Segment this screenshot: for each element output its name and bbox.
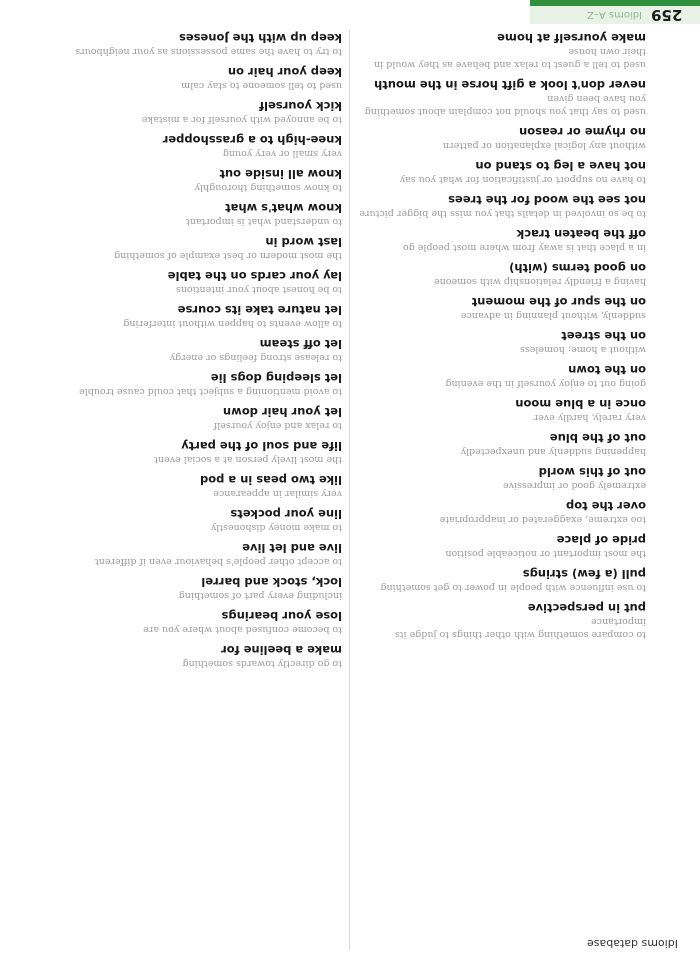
idiom-headword: not have a leg to stand on <box>475 159 646 173</box>
idiom-definition: to use influence with people in power to get something <box>380 582 646 593</box>
idiom-definition: very similar in appearance <box>213 488 342 499</box>
idiom-definition: to allow events to happen without interfering <box>123 318 342 329</box>
idiom-entry <box>356 260 646 288</box>
idiom-definition: used to tell someone to stay calm <box>181 80 342 91</box>
idiom-entry <box>356 396 646 424</box>
idiom-definition: to go directly towards something <box>182 658 342 669</box>
idiom-headword: lay your cards on the table <box>167 269 342 283</box>
right-column <box>52 30 342 676</box>
idiom-definition: the most important or noticeable position <box>445 548 646 559</box>
idiom-definition: in a place that is away from where most people go <box>402 242 646 253</box>
idiom-entry <box>52 608 342 636</box>
idiom-headword: keep up with the Joneses <box>179 31 342 45</box>
idiom-entry <box>52 574 342 602</box>
left-column <box>356 30 646 647</box>
idiom-headword: life and soul of the party <box>181 439 342 453</box>
idiom-headword: never don't look a gift horse in the mouth <box>374 78 646 92</box>
idiom-headword: line your pockets <box>230 507 342 521</box>
idiom-headword: on the spur of the moment <box>471 295 646 309</box>
idiom-entry <box>356 600 646 641</box>
idiom-entry <box>52 132 342 160</box>
idiom-entry <box>52 472 342 500</box>
idiom-definition: to compare something with other things to judge its importance <box>394 616 646 640</box>
idiom-entry <box>356 498 646 526</box>
idiom-headword: out of this world <box>538 465 646 479</box>
idiom-definition: having a friendly relationship with someone <box>434 276 646 287</box>
idiom-definition: the most lively person at a social event <box>154 454 342 465</box>
idiom-headword: make a beeline for <box>221 643 342 657</box>
idiom-definition: to avoid mentioning a subject that could cause trouble <box>79 386 342 397</box>
column-divider <box>349 30 350 950</box>
idiom-headword: kick yourself <box>259 99 342 113</box>
idiom-definition: to try to have the same possessions as your neighbours <box>75 46 342 57</box>
page-number: 259 <box>650 6 682 24</box>
idiom-headword: not see the wood for the trees <box>448 193 646 207</box>
idiom-entry <box>356 328 646 356</box>
idiom-definition: to know something thoroughly <box>194 182 342 193</box>
idiom-entry <box>52 268 342 296</box>
idiom-headword: on good terms (with) <box>509 261 646 275</box>
idiom-definition: very small or very young <box>222 148 342 159</box>
idiom-definition: suddenly, without planning in advance <box>460 310 646 321</box>
idiom-entry <box>356 77 646 118</box>
idiom-entry <box>356 464 646 492</box>
idiom-entry <box>52 166 342 194</box>
idiom-headword: on the street <box>561 329 646 343</box>
idiom-headword: no rhyme or reason <box>519 125 646 139</box>
idiom-definition: to relax and enjoy yourself <box>213 420 342 431</box>
idiom-entry <box>356 192 646 220</box>
idiom-definition: to release strong feelings or energy <box>169 352 342 363</box>
idiom-definition: used to tell a guest to relax and behave as they would in their own house <box>374 46 646 70</box>
idiom-headword: last word in <box>265 235 342 249</box>
idiom-headword: lock, stock and barrel <box>201 575 342 589</box>
idiom-definition: the most modern or best example of something <box>114 250 342 261</box>
idiom-definition: used to say that you should not complain about something you have been given <box>364 93 646 117</box>
idiom-headword: live and let live <box>242 541 342 555</box>
idiom-definition: to have no support or justification for what you say <box>399 174 646 185</box>
idiom-headword: let your hair down <box>222 405 342 419</box>
idiom-definition: to be honest about your intentions <box>175 284 342 295</box>
idiom-headword: like two peas in a pod <box>200 473 342 487</box>
idiom-entry <box>356 226 646 254</box>
idiom-definition: to accept other people's behaviour even if different <box>94 556 342 567</box>
idiom-entry <box>52 404 342 432</box>
idiom-entry <box>52 234 342 262</box>
idiom-entry <box>52 506 342 534</box>
idiom-headword: pull (a few) strings <box>522 567 646 581</box>
idiom-entry <box>356 158 646 186</box>
idiom-headword: pride of place <box>556 533 646 547</box>
header-label: Idioms A–Z <box>586 9 642 20</box>
idiom-entry <box>52 64 342 92</box>
idiom-headword: know all inside out <box>219 167 342 181</box>
idiom-entry <box>356 566 646 594</box>
idiom-entry <box>356 532 646 560</box>
idiom-entry <box>356 30 646 71</box>
idiom-entry <box>52 200 342 228</box>
idiom-definition: to make money dishonestly <box>210 522 342 533</box>
idiom-definition: very rarely, hardly ever <box>533 412 646 423</box>
idiom-entry <box>356 430 646 458</box>
idiom-entry <box>356 362 646 390</box>
idiom-entry <box>52 540 342 568</box>
idiom-headword: let off steam <box>259 337 342 351</box>
idiom-definition: to be so involved in details that you miss the bigger picture <box>359 208 646 219</box>
idiom-headword: knee-high to a grasshopper <box>162 133 342 147</box>
idiom-headword: over the top <box>566 499 646 513</box>
idiom-entry <box>356 124 646 152</box>
idiom-headword: once in a blue moon <box>515 397 646 411</box>
idiom-headword: keep your hair on <box>227 65 342 79</box>
idiom-headword: put in perspective <box>527 601 646 615</box>
idiom-headword: lose your bearings <box>221 609 342 623</box>
idiom-definition: to understand what is important <box>185 216 342 227</box>
idiom-headword: on the town <box>568 363 646 377</box>
footer-title: Idioms database <box>587 937 678 950</box>
idiom-entry <box>52 370 342 398</box>
idiom-definition: too extreme, exaggerated or inappropriate <box>439 514 646 525</box>
idiom-entry <box>52 98 342 126</box>
idiom-definition: without a home; homeless <box>519 344 646 355</box>
idiom-headword: out of the blue <box>549 431 646 445</box>
idiom-definition: happening suddenly and unexpectedly <box>460 446 646 457</box>
idiom-definition: including every part of something <box>178 590 342 601</box>
idiom-entry <box>52 302 342 330</box>
idiom-entry <box>52 30 342 58</box>
idiom-definition: to be annoyed with yourself for a mistake <box>141 114 342 125</box>
idiom-definition: going out to enjoy yourself in the evening <box>445 378 646 389</box>
idiom-definition: to become confused about where you are <box>143 624 342 635</box>
idiom-headword: let sleeping dogs lie <box>210 371 342 385</box>
idiom-entry <box>52 642 342 670</box>
idiom-definition: without any logical explanation or pattern <box>442 140 646 151</box>
idiom-entry <box>52 438 342 466</box>
idiom-headword: off the beaten track <box>516 227 646 241</box>
idiom-entry <box>356 294 646 322</box>
idiom-headword: make yourself at home <box>497 31 646 45</box>
idiom-headword: let nature take its course <box>177 303 342 317</box>
idiom-headword: know what's what <box>225 201 342 215</box>
idiom-definition: extremely good or impressive <box>503 480 646 491</box>
idiom-entry <box>52 336 342 364</box>
